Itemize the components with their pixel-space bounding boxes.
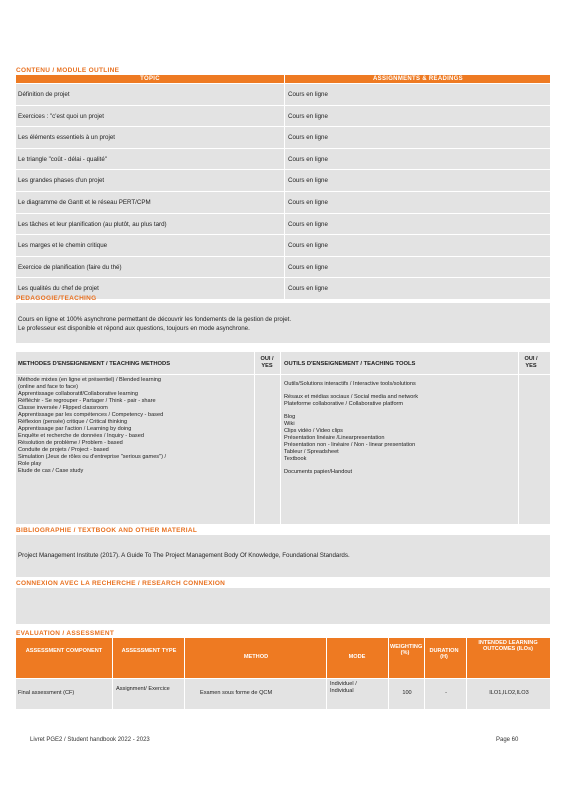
table-row: Le diagramme de Gantt et le réseau PERT/CPM Cours en ligne [16, 192, 550, 214]
list-item: Résaux et médias sociaux / Social media and network [284, 394, 419, 400]
list-item: Tableur / Spreadsheet [284, 449, 339, 455]
topic-table-header [16, 75, 550, 83]
table-row: Le triangle "coût - délai - qualité" Cours en ligne [16, 149, 550, 171]
list-item: (online and face to face) [18, 384, 79, 390]
list-item: Clips vidéo / Video clips [284, 428, 343, 434]
col-teaching-methods: METHODES D'ENSEIGNEMENT / TEACHING METHODS [18, 361, 171, 367]
evaluation-row [16, 679, 550, 709]
list-item: Apprentissage par les compétences / Competency - based [18, 412, 164, 418]
col-method: METHOD [243, 654, 269, 660]
list-item: Enquête et recherche de données / Inquiry - based [18, 433, 144, 439]
list-item: Role play [18, 461, 42, 467]
page-number: Page 60 [496, 737, 519, 743]
topic-table [16, 84, 550, 300]
col-yes-right: OUI / YES [524, 356, 538, 369]
cell-method: Examen sous forme de QCM [200, 690, 273, 696]
methods-table [16, 352, 550, 524]
teaching-tools-list [284, 381, 418, 476]
pedagogie-line-1: Cours en ligne et 100% asynchrone permettant de découvrir les fondements de la gestion de projet. [18, 316, 292, 323]
list-item: Outils/Solutions interactifs / Interactive tools/solutions [284, 381, 416, 387]
col-duration: DURATION (H) [429, 648, 459, 661]
list-item: Etude de cas / Case study [18, 468, 84, 474]
col-yes-left: OUI / YES [260, 356, 274, 369]
list-item: Réfléchir - Se regrouper - Partager / Think - pair - share [18, 398, 156, 404]
list-item: Classe inversée / Flipped classroom [18, 405, 108, 411]
list-item: Blog [284, 414, 296, 420]
section-title-pedagogie: PEDAGOGIE/TEACHING [16, 295, 97, 302]
footer-handbook-label: Livret PGE2 / Student handbook 2022 - 2023 [30, 737, 150, 743]
list-item: Plateforme collaborative / Collaborative platform [284, 401, 404, 407]
table-row: Les éléments essentiels à un projet Cours en ligne [16, 127, 550, 149]
section-title-connexion: CONNEXION AVEC LA RECHERCHE / RESEARCH CONNEXION [16, 580, 226, 587]
col-assessment-component: ASSESSMENT COMPONENT [25, 648, 103, 654]
section-title-contenu: CONTENU / MODULE OUTLINE [16, 67, 120, 74]
list-item: Résolution de problème / Problem - based [18, 440, 123, 446]
table-row: Les grandes phases d'un projet Cours en ligne [16, 170, 550, 192]
pedagogie-line-2: Le professeur est disponible et répond aux questions, toujours en mode asynchrone. [18, 325, 250, 332]
table-row: Les qualités du chef de projet Cours en ligne [16, 278, 550, 300]
list-item: Apprentissage collaboratif/Collaborative learning [18, 391, 139, 397]
section-title-bibliographie: BIBLIOGRAPHIE / TEXTBOOK AND OTHER MATERIAL [16, 527, 198, 534]
evaluation-header [16, 638, 550, 678]
bibliographie-text: Project Management Institute (2017). A Guide To The Project Management Body Of Knowledge, Foundational Standards. [18, 552, 350, 559]
list-item: Présentation linéaire /Linearpresentation [284, 435, 385, 441]
table-row: Définition de projet Cours en ligne [16, 84, 550, 106]
col-mode: MODE [348, 654, 366, 660]
pedagogie-box [16, 303, 550, 343]
cell-mode: Individuel / Individual [330, 681, 357, 694]
list-item: Simulation (Jeux de rôles ou d'entreprise "serious games") / [18, 454, 167, 460]
list-item: Conduite de projets / Project - based [18, 447, 109, 453]
teaching-methods-list [18, 377, 166, 475]
list-item: Textbook [284, 456, 307, 462]
col-assessment-type: ASSESSMENT TYPE [121, 648, 177, 654]
list-item: Réflexion (pensée) critique / Critical thinking [18, 419, 128, 425]
col-learning-outcomes: INTENDED LEARNING OUTCOMES (ILOs) [478, 640, 538, 653]
table-row: Exercice de planification (faire du thé) Cours en ligne [16, 257, 550, 279]
cell-type: Assignment/ Exercice [116, 686, 170, 692]
cell-duration: - [445, 690, 447, 696]
cell-weighting: 100 [402, 690, 412, 696]
col-weighting: WEIGHTING (%) [390, 644, 423, 657]
table-row: Les tâches et leur planification (au plutôt, au plus tard) Cours en ligne [16, 214, 550, 236]
bibliographie-box [16, 535, 550, 577]
list-item: Documents papier/Handout [284, 469, 353, 475]
col-topic: TOPIC [140, 76, 160, 82]
table-row: Exercices : "c'est quoi un projet Cours en ligne [16, 106, 550, 128]
list-item: Wiki [284, 421, 295, 427]
table-row: Les marges et le chemin critique Cours en ligne [16, 235, 550, 257]
col-teaching-tools: OUTILS D'ENSEIGNEMENT / TEACHING TOOLS [284, 361, 416, 367]
section-title-evaluation: EVALUATION / ASSESSMENT [16, 630, 115, 637]
list-item: Méthode mixtes (en ligne et présentiel) / Blended learning [18, 377, 162, 383]
col-assignments: ASSIGNMENTS & READINGS [373, 76, 463, 82]
connexion-box [16, 588, 550, 624]
cell-learning-outcomes: ILO1,ILO2,ILO3 [489, 690, 529, 696]
list-item: Apprentissage par l'action / Learning by doing [18, 426, 132, 432]
cell-component: Final assessment (CF) [18, 690, 75, 696]
list-item: Présentation non - linéaire / Non - linear presentation [284, 442, 416, 448]
